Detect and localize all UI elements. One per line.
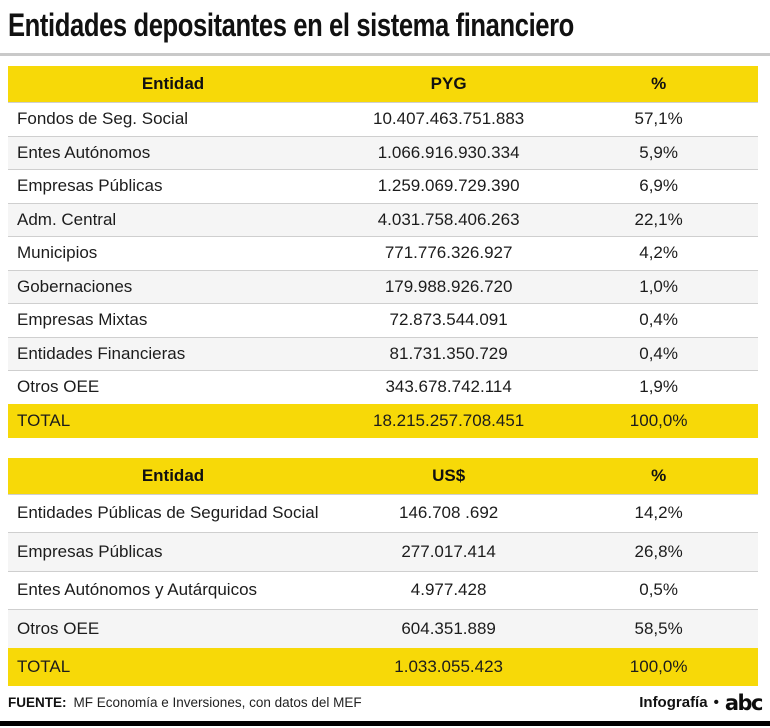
table-row [8, 169, 758, 203]
cell-entity: Empresas Públicas [17, 176, 163, 196]
cell-entity: Otros OEE [17, 377, 100, 397]
source-label: FUENTE: [8, 695, 67, 710]
cell-percent: 0,4% [639, 343, 678, 363]
cell-amount: 343.678.742.114 [385, 377, 512, 397]
cell-amount: 4.977.428 [410, 580, 487, 600]
cell-entity: Adm. Central [17, 209, 117, 229]
cell-percent: 58,5% [634, 618, 683, 638]
cell-percent: 57,1% [634, 109, 683, 129]
bullet-separator: • [713, 694, 719, 711]
title-rule [0, 53, 770, 56]
total-row [8, 648, 758, 686]
footer [0, 686, 770, 720]
total-percent: 100,0% [629, 410, 688, 430]
cell-entity: Municipios [17, 243, 98, 263]
header-cell-entity: Entidad [141, 465, 205, 485]
table-row [8, 532, 758, 571]
cell-percent: 14,2% [634, 503, 683, 523]
total-row [8, 404, 758, 438]
header-cell-percent: % [651, 465, 667, 485]
table-row [8, 203, 758, 237]
cell-entity: Otros OEE [17, 618, 100, 638]
cell-amount: 4.031.758.406.263 [377, 209, 520, 229]
cell-percent: 0,4% [639, 310, 678, 330]
bottom-bar [0, 721, 770, 726]
cell-percent: 5,9% [639, 142, 678, 162]
table-pyg [8, 66, 758, 438]
cell-percent: 0,5% [639, 580, 678, 600]
cell-amount: 10.407.463.751.883 [372, 109, 525, 129]
table-row [8, 370, 758, 404]
table-usd-header-row [8, 458, 758, 494]
source-credit [8, 695, 362, 710]
table-row [8, 303, 758, 337]
header-cell-percent: % [651, 74, 667, 93]
cell-entity: Entes Autónomos [17, 142, 151, 162]
cell-amount: 277.017.414 [401, 541, 496, 561]
infographic-page [0, 8, 770, 728]
total-amount: 1.033.055.423 [394, 656, 503, 676]
cell-entity: Entes Autónomos y Autárquicos [17, 580, 258, 600]
cell-percent: 22,1% [634, 209, 683, 229]
header-cell-currency-pyg: PYG [430, 74, 467, 93]
cell-entity: Empresas Mixtas [17, 310, 148, 330]
cell-entity: Entidades Públicas de Seguridad Social [17, 503, 319, 523]
cell-entity: Empresas Públicas [17, 541, 163, 561]
cell-percent: 26,8% [634, 541, 683, 561]
table-pyg-header-row [8, 66, 758, 102]
total-amount: 18.215.257.708.451 [372, 410, 525, 430]
cell-amount: 604.351.889 [401, 618, 496, 638]
cell-amount: 72.873.544.091 [389, 310, 508, 330]
cell-percent: 4,2% [639, 243, 678, 263]
table-row [8, 337, 758, 371]
credit-label: Infografía [639, 694, 708, 711]
cell-entity: Gobernaciones [17, 276, 133, 296]
table-row [8, 236, 758, 270]
cell-amount: 81.731.350.729 [389, 343, 508, 363]
cell-amount: 771.776.326.927 [384, 243, 513, 263]
table-row [8, 494, 758, 533]
cell-percent: 1,0% [639, 276, 678, 296]
cell-amount: 179.988.926.720 [384, 276, 513, 296]
cell-percent: 6,9% [639, 176, 678, 196]
cell-amount: 1.259.069.729.390 [377, 176, 520, 196]
cell-entity: Fondos de Seg. Social [17, 109, 189, 129]
total-percent: 100,0% [629, 656, 688, 676]
abc-logo: abc [724, 690, 762, 715]
cell-percent: 1,9% [639, 377, 678, 397]
table-usd [8, 458, 758, 686]
source-text: MF Economía e Inversiones, con datos del MEF [73, 695, 362, 710]
table-row [8, 136, 758, 170]
total-label: TOTAL [17, 656, 71, 676]
header-cell-currency-usd: US$ [432, 465, 466, 485]
cell-amount: 1.066.916.930.334 [377, 142, 520, 162]
cell-entity: Entidades Financieras [17, 343, 186, 363]
table-row [8, 270, 758, 304]
cell-amount: 146.708 .692 [398, 503, 499, 523]
infographic-credit [639, 690, 762, 715]
header-cell-entity: Entidad [141, 74, 205, 93]
total-label: TOTAL [17, 410, 71, 430]
table-row [8, 609, 758, 648]
page-title: Entidades depositantes en el sistema financiero [8, 7, 574, 43]
table-row [8, 102, 758, 136]
table-row [8, 571, 758, 610]
